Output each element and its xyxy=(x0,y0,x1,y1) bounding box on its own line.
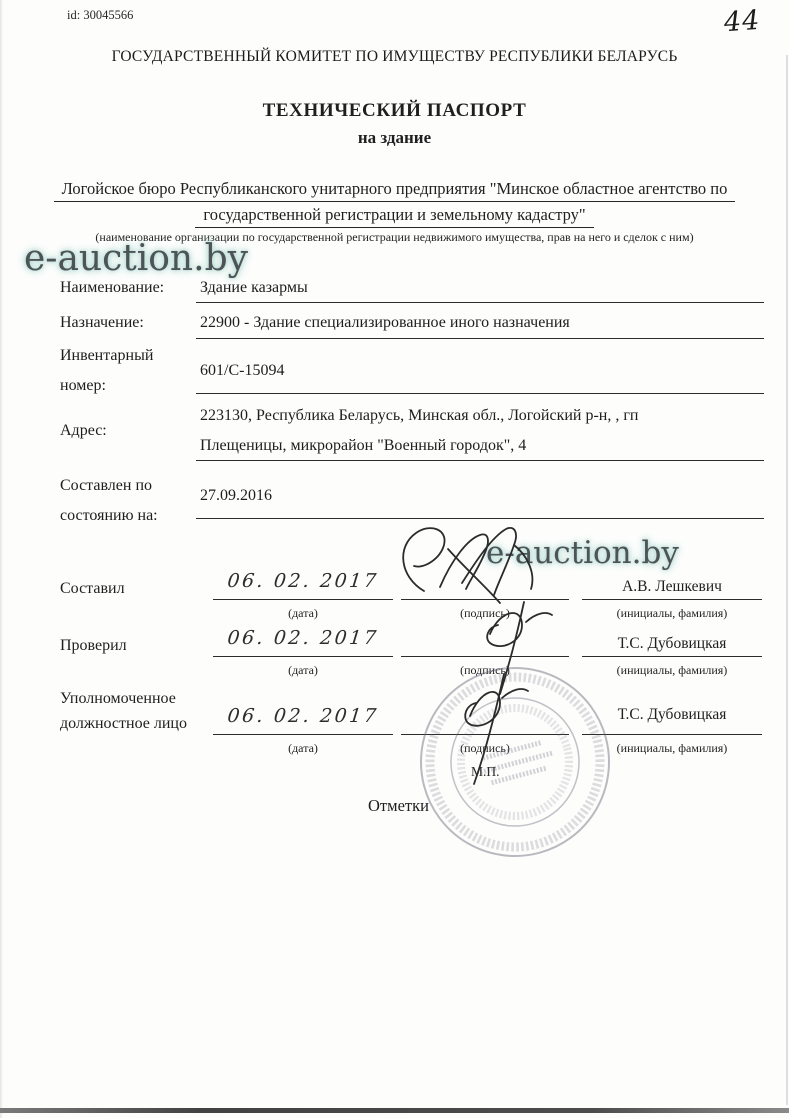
caption-name-3: (инициалы, фамилия) xyxy=(616,741,728,755)
field-label-purpose: Назначение: xyxy=(60,314,144,331)
organization-caption: (наименование организации по государственной регистрации недвижимого имущества, прав на него и сделок с ним) xyxy=(95,230,694,244)
signature-flourish-1 xyxy=(396,523,576,608)
watermark-e-auction-middle: e-auction.by xyxy=(486,535,679,571)
field-label-inventory-line1: Инвентарный xyxy=(60,347,154,364)
caption-name-1: (инициалы, фамилия) xyxy=(616,606,728,620)
scan-left-edge xyxy=(0,0,3,1118)
sig-date-rule-2 xyxy=(213,656,393,657)
field-value-purpose: 22900 - Здание специализированное иного назначения xyxy=(200,314,570,331)
field-value-name: Здание казармы xyxy=(200,279,308,296)
organization-line2-text: государственной регистрации и земельному кадастру" xyxy=(195,205,593,228)
field-label-address: Адрес: xyxy=(60,422,107,439)
scan-bottom-edge xyxy=(0,1108,789,1113)
caption-name-2: (инициалы, фамилия) xyxy=(616,663,728,677)
handwritten-page-number: 44 xyxy=(722,4,762,39)
sig-date-rule-1 xyxy=(213,599,393,600)
sig-date-1: 06. 02. 2017 xyxy=(226,570,380,592)
caption-date-3: (дата) xyxy=(288,741,318,755)
sig-name-rule-1 xyxy=(582,599,762,600)
sig-date-2: 06. 02. 2017 xyxy=(226,627,380,649)
document-subtitle: на здание xyxy=(357,128,432,147)
field-label-inventory-line2: номер: xyxy=(60,377,106,394)
field-rule-asof xyxy=(196,518,764,519)
organization-line1 xyxy=(0,179,789,202)
sig-name-1: А.В. Лешкевич xyxy=(622,578,722,595)
caption-date-1: (дата) xyxy=(288,606,318,620)
watermark-e-auction-top: e-auction.by xyxy=(24,238,248,279)
seal-place-label: М.П. xyxy=(471,764,500,779)
field-label-asof-line2: состоянию на: xyxy=(60,507,158,524)
organization-line2 xyxy=(0,205,789,228)
field-label-name: Наименование: xyxy=(60,279,165,296)
sig-name-3: Т.С. Дубовицкая xyxy=(617,706,727,723)
field-value-asof: 27.09.2016 xyxy=(200,487,272,504)
document-title: ТЕХНИЧЕСКИЙ ПАСПОРТ xyxy=(262,100,527,121)
sig-date-3: 06. 02. 2017 xyxy=(226,705,380,727)
organization-line1-text: Логойское бюро Республиканского унитарного предприятия "Минское областное агентство по xyxy=(54,179,736,202)
sig-date-rule-3 xyxy=(213,734,393,735)
caption-sign-3: (подпись) xyxy=(460,741,510,755)
committee-heading: ГОСУДАРСТВЕННЫЙ КОМИТЕТ ПО ИМУЩЕСТВУ РЕСПУБЛИКИ БЕЛАРУСЬ xyxy=(111,48,678,65)
field-label-asof-line1: Составлен по xyxy=(60,477,153,494)
marks-heading: Отметки xyxy=(368,796,429,815)
caption-sign-2: (подпись) xyxy=(460,663,510,677)
scan-id: id: 30045566 xyxy=(67,8,134,22)
sig-name-rule-2 xyxy=(582,656,762,657)
field-rule-address xyxy=(196,460,764,461)
sig-role-authorized-line2: должностное лицо xyxy=(60,715,187,732)
sig-role-checked-by: Проверил xyxy=(60,637,127,654)
caption-date-2: (дата) xyxy=(288,663,318,677)
field-value-inventory: 601/С-15094 xyxy=(200,362,285,379)
field-value-address-line1: 223130, Республика Беларусь, Минская обл., Логойский р-н, , гп xyxy=(200,407,639,424)
field-rule-name xyxy=(196,302,764,303)
sig-role-compiled-by: Составил xyxy=(60,580,125,597)
field-value-address-line2: Плещеницы, микрорайон "Военный городок", 4 xyxy=(200,437,527,454)
sig-role-authorized-line1: Уполномоченное xyxy=(60,690,176,707)
sig-name-2: Т.С. Дубовицкая xyxy=(617,635,727,652)
caption-sign-1: (подпись) xyxy=(460,606,510,620)
field-rule-purpose xyxy=(196,338,764,339)
field-rule-inventory xyxy=(196,393,764,394)
